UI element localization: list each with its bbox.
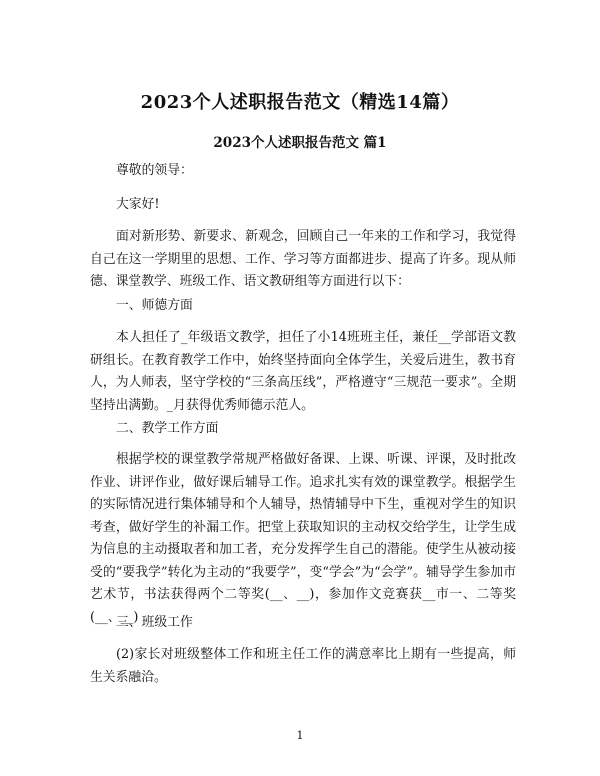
salutation: 尊敬的领导： [116,163,193,178]
section-body-ethics: 本人担任了_年级语文教学，担任了小14班班主任，兼任__学部语文教研组长。在教育教学工作中，始终坚持面向全体学生，关爱后进生，教书育人，为人师表，坚守学校的“三条高压线”，严格遵守“三规范一要求”。全期坚持出满勤。_月获得优秀师德示范人。 [90,330,516,413]
greeting: 大家好! [116,197,160,212]
section-heading-teaching: 二、教学工作方面 [116,421,219,436]
intro-paragraph: 面对新形势、新要求、新观念，回顾自己一年来的工作和学习，我觉得自己在这一学期里的思想、工作、学习等方面都进步、提高了许多。现从师德、课堂教学、班级工作、语文教研组等方面进行以下： [90,229,516,289]
section-body-teaching: 根据学校的课堂教学常规严格做好备课、上课、听课、评课，及时批改作业、讲评作业，做好课后辅导工作。追求扎实有效的课堂教学。根据学生的实际情况进行集体辅导和个人辅导，热情辅导中下生，重视对学生的知识考查，做好学生的补漏工作。把堂上获取知识的主动权交给学生，让学生成为信息的主动摄取者和加工者，充分发挥学生自己的潜能。使学生从被动接受的“要我学”转化为主动的“我要学”，变“学会”为“会学”。辅导学生参加市艺术节，书法获得两个二等奖(__、__)，参加作文竞赛获__市一、二等奖(__、__) [90,452,516,625]
section-heading-class: 三、班级工作 [116,615,193,630]
document-title: 2023个人述职报告范文（精选14篇） [140,92,460,113]
document-subtitle: 2023个人述职报告范文 篇1 [213,135,387,151]
section-heading-ethics: 一、师德方面 [116,298,193,313]
page-number: 1 [296,729,304,742]
section-body-class: (2)家长对班级整体工作和班主任工作的满意率比上期有一些提高，师生关系融洽。 [90,647,516,685]
